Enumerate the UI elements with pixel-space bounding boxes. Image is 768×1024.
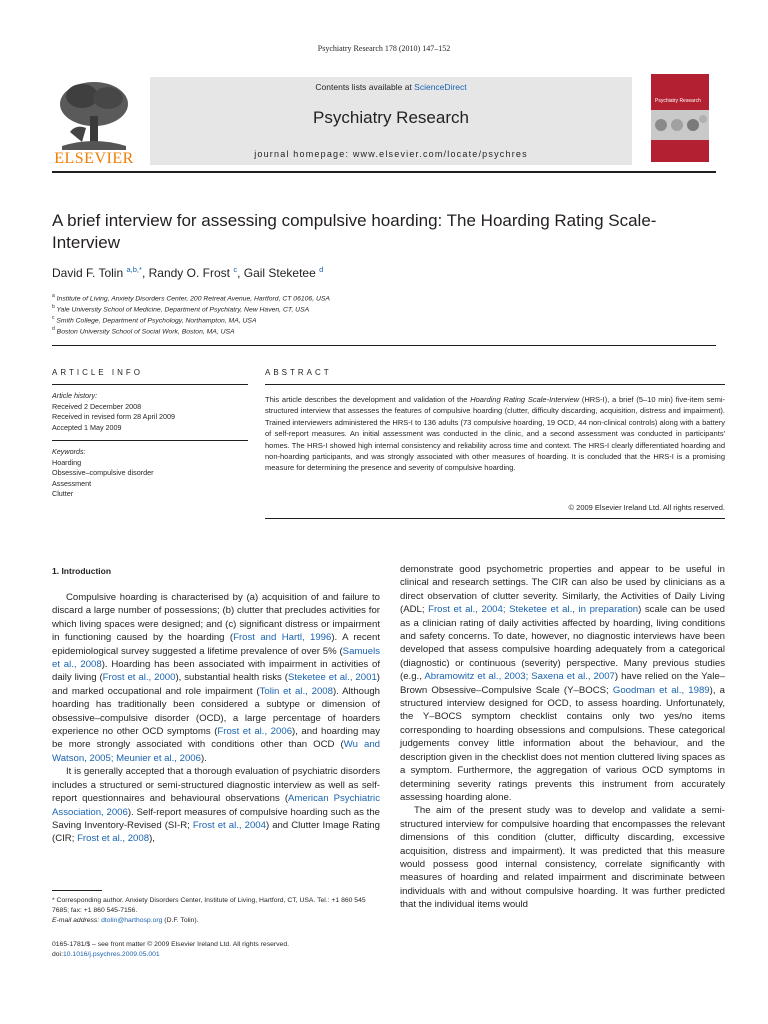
running-head: Psychiatry Research 178 (2010) 147–152 [317, 44, 451, 53]
paragraph-text: ) and marked occupational and role impairment ( [52, 672, 380, 697]
abstract-rule [265, 384, 725, 385]
paragraph-text: ). Self-report measures of compulsive hoarding such as the Saving Inventory-Revised (SI-R; [52, 806, 380, 831]
citation-link[interactable]: Abramowitz et al., 2003; Saxena et al., 2007 [424, 671, 615, 683]
citation-link[interactable]: Wu and Watson, 2005; Meunier et al., 2006 [52, 739, 381, 764]
paragraph-text: ), substantial health risks ( [175, 672, 288, 684]
front-matter: 0165-1781/$ – see front matter © 2009 Elsevier Ireland Ltd. All rights reserved. doi:10.1016/j.psychres.2009.05.001 [52, 941, 289, 958]
author-3[interactable]: Gail Steketee $^d$ [243, 265, 324, 280]
citation-link[interactable]: Samuels et al., 2008 [52, 645, 380, 671]
paragraph [400, 563, 725, 804]
header-rule [52, 345, 716, 346]
paragraph-text: ). Although hoarding has traditionally been considered a subtype or dimension of obsessive–compulsive disorder (OCD), a large percentage of hoarders experience no other OCD symptoms ( [52, 685, 380, 738]
abstract-text: This article describes the development and validation of the Hoarding Rating Scale-Interview (HRS-I), a brief (5–10 min) five-item semi-structured interview that assesses the features of compulsive hoarding (clutter, difficulty discarding, acquisition, distress and impairment). Trained interviewers administered the HRS-I to 136 adults (73 compulsive hoarding, 19 OCD, 44 non-clinical controls) along with a battery of self-report measures. An initial assessment was conducted in the clinic, and a second assessment was conducted in participants' homes. The HRS-I showed high internal consistency and reliability across time and context. The HRS-I clearly differentiated hoarding and non-hoarding participants, and was strongly associated with other measures of hoarding. It is concluded that the HRS-I is a promising measure for determining the presence and severity of compulsive hoarding. [265, 395, 725, 473]
corresponding-author-footnote: * Corresponding author. Anxiety Disorders Center, Institute of Living, Hartford, CT, USA. Tel.: +1 860 545 7685; fax: +1 860 545-7156. E-mail address: dtolin@harthosp.org (D.F. Tolin). [52, 897, 366, 924]
article-info-rule [52, 384, 248, 385]
footnote-rule [52, 890, 102, 891]
abstract-bottom-rule [265, 518, 725, 519]
email-link[interactable]: dtolin@harthosp.org [101, 917, 163, 924]
paragraph-text: ), a structured interview designed for OCD, to assess hoarding. Unfortunately, the Y–BOCS symptom checklist contains only two yes/no items corresponding to hoarding obsessions and compulsions. These categorical judgements convey little information about the behaviour, and the description given in the checklist does not mention cluttered living spaces as a symptom. Furthermore, the aggregation of various OCD symptoms in determining severity ratings prevents this instrument from accurately assessing hoarding alone. [400, 684, 725, 803]
keyword: Assessment [52, 478, 92, 488]
keyword: Hoarding [52, 457, 82, 467]
masthead-rule [52, 171, 716, 173]
contents-line: Contents lists available at ScienceDirect [315, 82, 467, 92]
citation-link[interactable]: Goodman et al., 1989 [612, 684, 710, 696]
doi-link[interactable]: 10.1016/j.psychres.2009.05.001 [62, 951, 160, 958]
paragraph-text: ) have relied on the Yale–Brown Obsessive–Compulsive Scale (Y–BOCS; [400, 671, 726, 696]
paragraph-text: ) and Clutter Image Rating (CIR; [52, 819, 380, 845]
keyword: Obsessive–compulsive disorder [52, 468, 154, 477]
sciencedirect-link[interactable]: ScienceDirect [414, 82, 467, 92]
author-2[interactable]: Randy O. Frost $^c$, [148, 265, 244, 280]
citation-link[interactable]: Frost et al., 2000 [102, 672, 176, 684]
cover-artwork [651, 110, 709, 140]
affiliation-b: $^b$ Yale University School of Medicine, Department of Psychiatry, New Haven, CT, USA [52, 304, 310, 314]
paragraph [52, 765, 380, 845]
author-1[interactable]: David F. Tolin $^{a,b,*}$, [52, 265, 149, 280]
article-history: Article history: Received 2 December 2008 Received in revised form 28 April 2009 Accepted 1 May 2009 [52, 391, 176, 432]
keywords: Keywords: Hoarding Obsessive–compulsive disorder Assessment Clutter [52, 447, 248, 500]
paragraph-text: Compulsive hoarding is characterised by (a) acquisition of and failure to discard a large number of possessions; (b) clutter that precludes activities for which living spaces were designed; and (c) significant distress or impairment in functioning caused by the hoarding ( [52, 592, 380, 644]
affiliation-c: $^c$ Smith College, Department of Psychology, Northampton, MA, USA [52, 315, 257, 325]
citation-link[interactable]: Frost et al., 2008 [77, 833, 150, 845]
paragraph-text: ). [200, 752, 207, 764]
cover-title: Psychiatry Research [655, 98, 701, 104]
journal-title: Psychiatry Research [313, 108, 469, 127]
article-info-divider [52, 440, 248, 441]
affiliation-a: $^a$ Institute of Living, Anxiety Disorders Center, 200 Retreat Avenue, Hartford, CT 06106, USA [52, 293, 330, 303]
paragraph-text: It is generally accepted that a thorough evaluation of psychiatric disorders includes a structured or semi-structured diagnostic interview as well as self-report questionnaires and behavioural observations ( [52, 766, 380, 805]
author-list [52, 265, 323, 280]
paragraph [52, 591, 380, 765]
paragraph-text: ) scale can be used as a clinician rating of daily activities affected by hoarding, living conditions and safety concerns. To date, however, no diagnostic interviews have been developed that assess compulsive hoarding adequately from a categorical (diagnostic) or continuous (severity) perspective. Many previous studies (e.g., [400, 604, 725, 683]
citation-link[interactable]: Frost et al., 2004; Steketee et al., in preparation [428, 604, 639, 616]
citation-link[interactable]: Tolin et al., 2008 [259, 685, 333, 697]
keyword: Clutter [52, 489, 74, 498]
abstract-heading: ABSTRACT [265, 368, 332, 377]
right-column [400, 563, 725, 912]
citation-link[interactable]: Frost and Hartl, 1996 [233, 632, 332, 644]
section-heading: 1. Introduction [52, 566, 112, 576]
paragraph [400, 804, 725, 911]
elsevier-tree-logo [52, 76, 136, 152]
elsevier-wordmark: ELSEVIER [54, 150, 134, 167]
citation-link[interactable]: Steketee et al., 2001 [287, 672, 377, 684]
left-column [52, 591, 380, 846]
citation-link[interactable]: Frost et al., 2006 [217, 726, 293, 738]
paragraph-text: demonstrate good psychometric properties and appear to be useful in clinical and research settings. The CIR can also be used by clinicians as a direct observation of clutter severity. Similarly, the Activities of Daily Living (ADL; [400, 564, 725, 616]
paragraph-text: ). A recent epidemiological survey suggested a lifetime prevalence of over 5% ( [52, 632, 380, 657]
abstract-copyright: © 2009 Elsevier Ireland Ltd. All rights reserved. [568, 503, 725, 512]
citation-link[interactable]: Frost et al., 2004 [192, 819, 266, 831]
paragraph-text: The aim of the present study was to develop and validate a semi-structured interview for compulsive hoarding that encompasses the relevant dimensions of this condition (clutter, difficulty discarding, excessive acquisition, distress and impairment). It was predicted that this measure would possess good internal consistency, correlate significantly with measures of hoarding and related impairment and discriminate between individuals with and without compulsive hoarding. It was further predicted that the individual items would [400, 805, 725, 911]
paragraph-text: ). Hoarding has been associated with impairment in activities of daily living ( [52, 659, 380, 684]
citation-link[interactable]: American Psychiatric Association, 2006 [52, 793, 380, 818]
journal-homepage[interactable]: journal homepage: www.elsevier.com/locate/psychres [254, 149, 528, 159]
affiliation-d: $^d$ Boston University School of Social Work, Boston, MA, USA [52, 326, 235, 336]
paragraph-text: ), and hoarding may be more strongly associated with conditions other than OCD ( [52, 726, 380, 751]
article-title: A brief interview for assessing compulsive hoarding: The Hoarding Rating Scale-Interview [52, 211, 657, 252]
paragraph-text: ), [149, 833, 155, 845]
article-info-heading: ARTICLE INFO [52, 368, 143, 377]
